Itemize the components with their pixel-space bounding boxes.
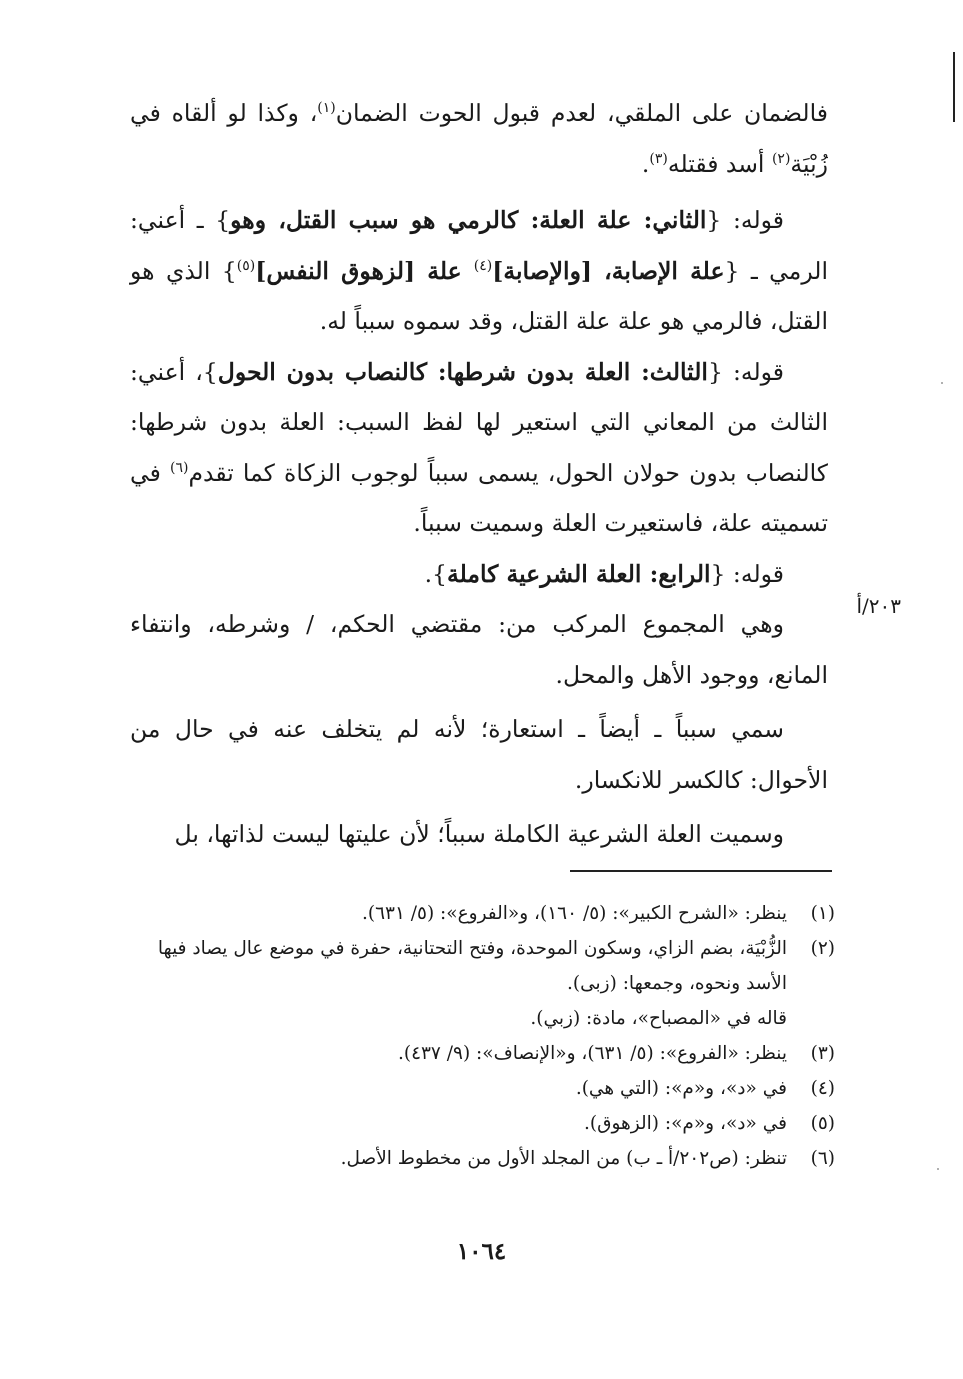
page-number: ١٠٦٤ (456, 1238, 507, 1265)
main-text (130, 88, 828, 860)
footnote-number: (١) (810, 903, 835, 924)
scan-speck (941, 382, 943, 384)
footnote-ref-2: (٢) (771, 150, 791, 167)
paragraph-4: قوله: {الرابع: العلة الشرعية كاملة}. (424, 559, 784, 588)
footnote-text: تنظر: (ص٢٠٢/أ ـ ب) من المجلد الأول من مخطوط الأصل. (340, 1148, 787, 1169)
paragraph-5: وهي المجموع المركب من: مقتضي الحكم، / وشرطه، وانتفاء المانع، ووجود الأهل والمحل. (130, 610, 828, 689)
footnote-5 (130, 1106, 835, 1141)
paragraph-2: قوله: {الثاني: علة العلة: كالرمي هو سبب القتل، وهو} ـ أعني: الرمي ـ {علة الإصابة، [والإصابة]$^{(٤)}$ علة [لزهوق النفس]$^{(٥)}$} الذي هو القتل، فالرمي هو علة علة القتل، وقد سموه سبباً له. (130, 206, 828, 335)
manuscript-folio-marker: ٢٠٣/أ (856, 594, 901, 618)
footnote-3 (130, 1036, 835, 1071)
footnote-ref-4: (٤) (473, 257, 493, 274)
footnote-text: في «د»، و«م»: (التي هي). (575, 1078, 787, 1099)
paragraph-6: سمي سبباً ـ أيضاً ـ استعارة؛ لأنه لم يتخلف عنه في حال من الأحوال: كالكسر للانكسار. (130, 715, 828, 794)
footnote-separator (570, 870, 832, 872)
footnote-number: (٦) (810, 1148, 835, 1169)
footnote-6 (130, 1141, 835, 1176)
footnote-text: في «د»، و«م»: (الزهوق). (584, 1113, 787, 1134)
footnote-text: الزُّبْيَة، بضم الزاي، وسكون الموحدة، وفتح التحتانية، حفرة في موضع عال يصاد فيها الأسد ونحوه، وجمعها: (زبى). (157, 938, 787, 994)
footnote-number: (٣) (810, 1043, 835, 1064)
footnote-number: (٢) (810, 938, 835, 959)
footnote-1 (130, 896, 835, 931)
paragraph-1: فالضمان على الملقي، لعدم قبول الحوت الضمان$^{(١)}$، وكذا لو ألقاه في زُبْيَة$^{(٢)}$ أسد فقتله$^{(٣)}$. (130, 99, 828, 178)
footnote-ref-5: (٥) (236, 257, 256, 274)
footnote-2 (130, 931, 835, 1001)
footnote-number: (٤) (810, 1078, 835, 1099)
footnote-2-continuation: قاله في «المصباح»، مادة: (زبي). (530, 1008, 787, 1029)
paragraph-7: وسميت العلة الشرعية الكاملة سبباً؛ لأن عليتها ليست لذاتها، بل (174, 820, 784, 848)
footnote-number: (٥) (810, 1113, 835, 1134)
footnote-text: ينظر: «الشرح الكبير»: (٥/ ١٦٠)، و«الفروع»: (٥/ ٦٣١). (361, 903, 787, 924)
scan-speck (937, 1168, 939, 1170)
footnote-4 (130, 1071, 835, 1106)
footnote-ref-1: (١) (317, 100, 336, 117)
scan-edge-line (953, 52, 955, 122)
footnote-ref-3: (٣) (649, 150, 668, 167)
paragraph-3: قوله: {الثالث: العلة بدون شرطها: كالنصاب بدون الحول}، أعني: الثالث من المعاني التي استعير لها لفظ السبب: العلة بدون شرطها: كالنصاب بدون حولان الحول، يسمى سبباً لوجوب الزكاة كما تقدم$^{(٦)}$ في تسميته علة، فاستعيرت العلة وسميت سبباً. (130, 357, 828, 537)
footnotes (130, 896, 835, 1176)
footnote-text: ينظر: «الفروع»: (٥/ ٦٣١)، و«الإنصاف»: (٩/ ٤٣٧). (397, 1043, 787, 1064)
footnote-ref-6: (٦) (169, 459, 189, 476)
